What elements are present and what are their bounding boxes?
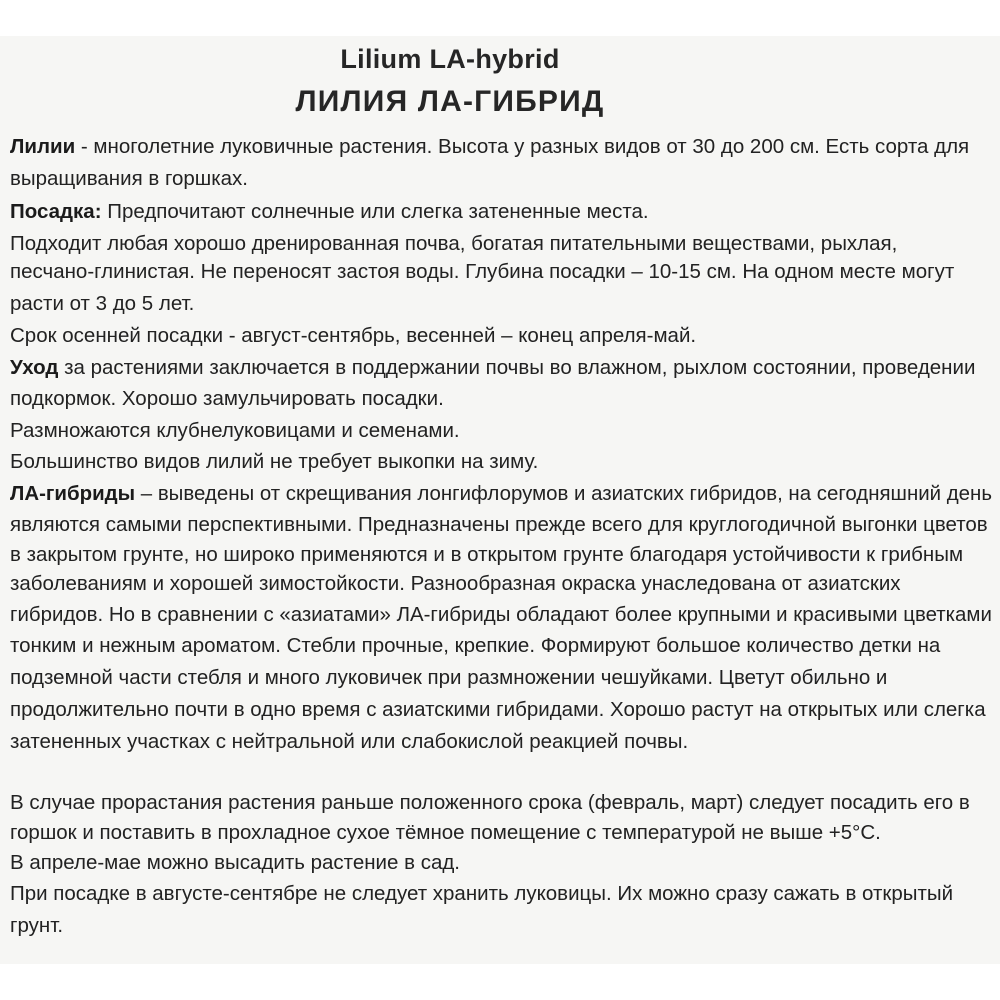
term-planting: Посадка:: [10, 200, 102, 223]
text-line: Уход за растениями заключается в поддержании почвы во влажном, рыхлом состоянии, проведении: [10, 356, 976, 379]
text-line: выращивания в горшках.: [10, 167, 249, 190]
text-line: Размножаются клубнелуковицами и семенами.: [10, 419, 460, 442]
text-line: тонким и нежным ароматом. Стебли прочные, крепкие. Формируют большое количество детки на: [10, 634, 941, 657]
text-line: При посадке в августе-сентябре не следует хранить луковицы. Их можно сразу сажать в открытый: [10, 882, 954, 905]
text-line: заболеваниям и хорошей зимостойкости. Разнообразная окраска унаследована от азиатских: [10, 572, 901, 595]
text-line: Большинство видов лилий не требует выкопки на зиму.: [10, 450, 539, 473]
text-line: подземной части стебля и много луковичек при размножении чешуйками. Цветут обильно и: [10, 666, 888, 689]
text-line: ЛА-гибриды – выведены от скрещивания лонгифлорумов и азиатских гибридов, на сегодняшний день: [10, 482, 992, 505]
term-la-hybrids: ЛА-гибриды: [10, 482, 136, 505]
text-line: гибридов. Но в сравнении с «азиатами» ЛА-гибриды обладают более крупными и красивыми цветками: [10, 603, 992, 626]
text-line: расти от 3 до 5 лет.: [10, 292, 195, 315]
text-line: горшок и поставить в прохладное сухое тёмное помещение с температурой не выше +5°С.: [10, 821, 881, 844]
text-line: песчано-глинистая. Не переносят застоя воды. Глубина посадки – 10-15 см. На одном месте могут: [10, 260, 955, 283]
title-latin: Lilium LA-hybrid: [340, 44, 560, 74]
text-line: затененных участках с нейтральной или слабокислой реакцией почвы.: [10, 730, 689, 753]
text-line: в закрытом грунте, но широко применяются и в открытом грунте благодаря устойчивости к грибным: [10, 543, 964, 566]
text-line: подкормок. Хорошо замульчировать посадки.: [10, 387, 444, 410]
text-line: В апреле-мае можно высадить растение в сад.: [10, 851, 460, 874]
term-lilies: Лилии: [10, 135, 76, 158]
text-line: Срок осенней посадки - август-сентябрь, весенней – конец апреля-май.: [10, 324, 697, 347]
text-line: продолжительно почти в одно время с азиатскими гибридами. Хорошо растут на открытых или слегка: [10, 698, 986, 721]
text-line: Лилии - многолетние луковичные растения. Высота у разных видов от 30 до 200 см. Есть сорта для: [10, 135, 970, 158]
title-russian: ЛИЛИЯ ЛА-ГИБРИД: [295, 85, 605, 118]
text-line: Посадка: Предпочитают солнечные или слегка затененные места.: [10, 200, 649, 223]
term-care: Уход: [10, 356, 59, 379]
text-line: Подходит любая хорошо дренированная почва, богатая питательными веществами, рыхлая,: [10, 232, 898, 255]
text-line: грунт.: [10, 914, 64, 937]
text-line: являются самыми перспективными. Предназначены прежде всего для круглогодичной выгонки цветов: [10, 513, 988, 536]
text-line: В случае прорастания растения раньше положенного срока (февраль, март) следует посадить его в: [10, 791, 970, 814]
